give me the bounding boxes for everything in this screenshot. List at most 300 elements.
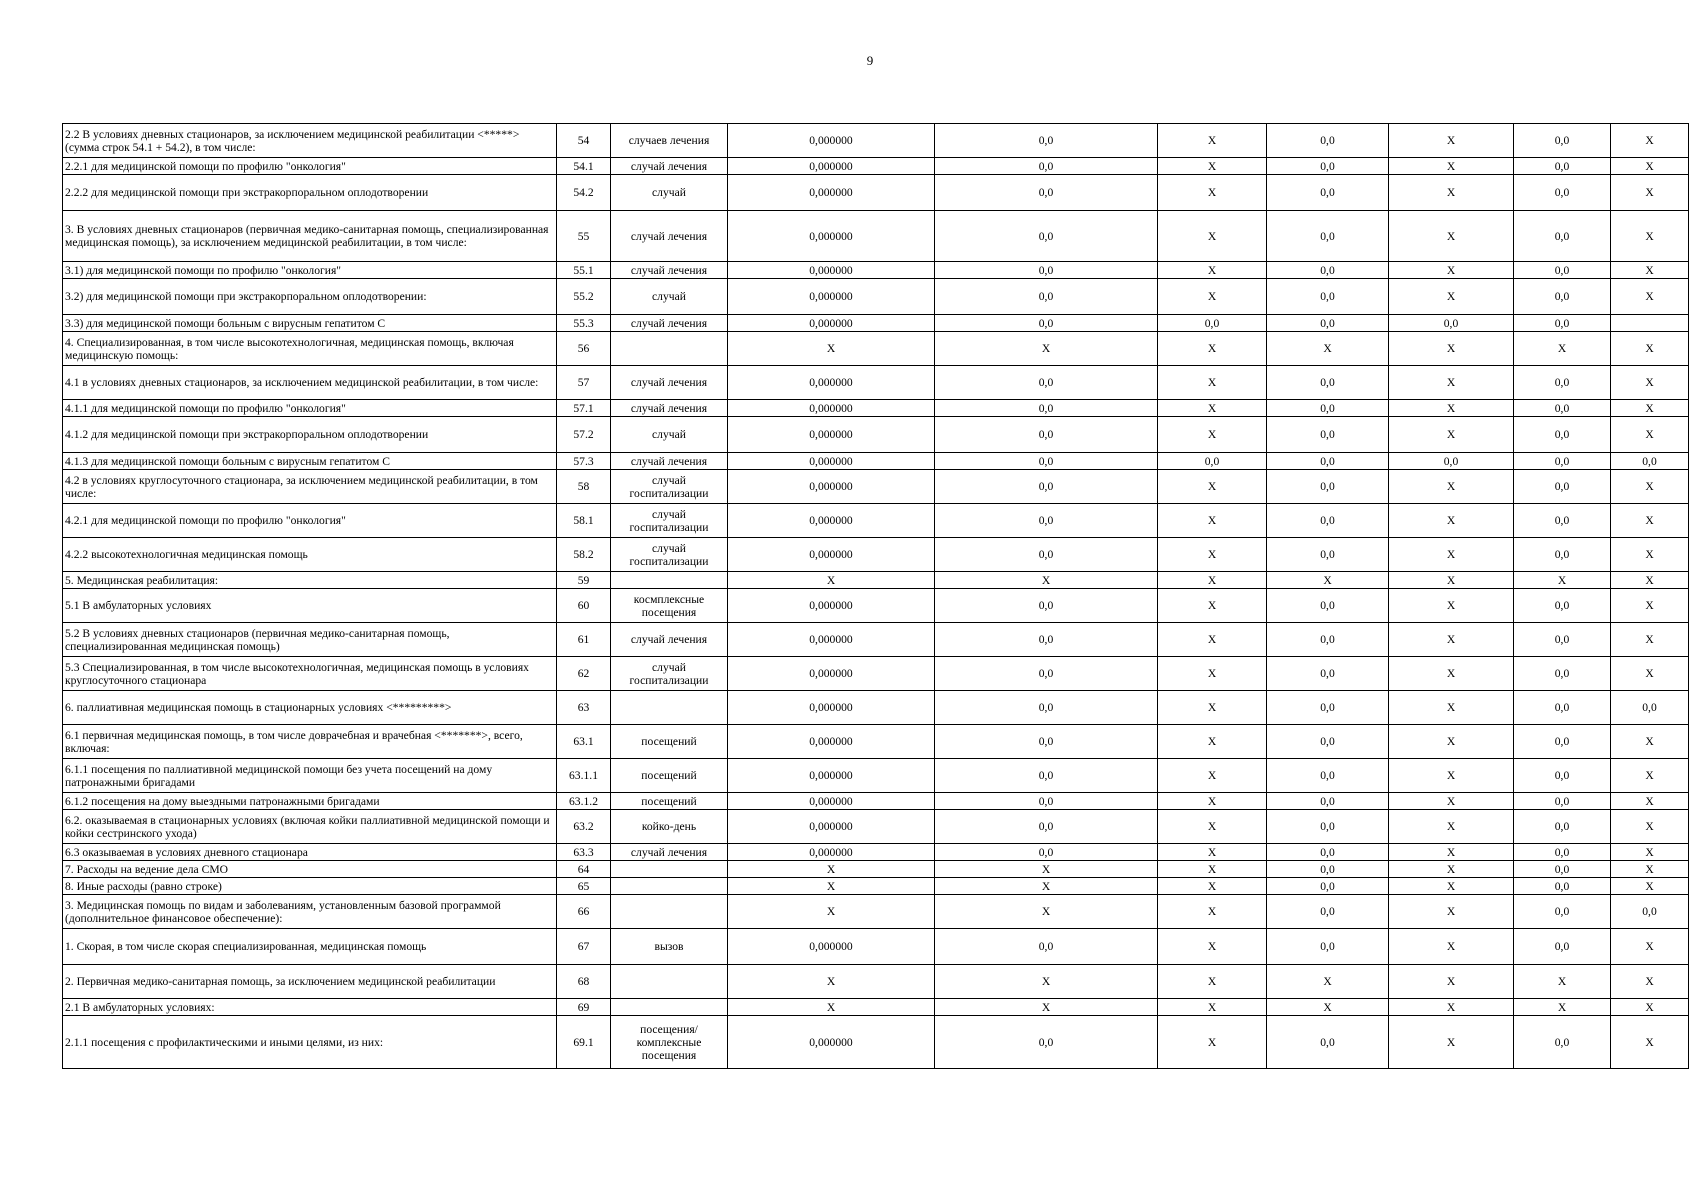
value-cell-3: X (1158, 691, 1267, 725)
value-cell-5: X (1389, 759, 1514, 793)
unit-cell (611, 878, 728, 895)
value-cell-1: 0,000000 (728, 315, 935, 332)
value-cell-3: X (1158, 124, 1267, 158)
value-cell-7: X (1611, 158, 1689, 175)
value-cell-5: 0,0 (1389, 453, 1514, 470)
value-cell-3: X (1158, 504, 1267, 538)
value-cell-5: X (1389, 572, 1514, 589)
value-cell-6: 0,0 (1514, 929, 1611, 965)
row-name-cell: 6.2. оказываемая в стационарных условиях (включая койки паллиативной медицинской помощи и койки сестринского ухода) (63, 810, 557, 844)
table-row (63, 315, 1689, 332)
row-code-cell: 54.2 (557, 175, 611, 211)
row-name-cell: 2.1.1 посещения с профилактическими и иными целями, из них: (63, 1016, 557, 1069)
row-code-cell: 63.1.2 (557, 793, 611, 810)
value-cell-1: 0,000000 (728, 400, 935, 417)
value-cell-5: X (1389, 279, 1514, 315)
value-cell-2: 0,0 (935, 623, 1158, 657)
table-row (63, 725, 1689, 759)
value-cell-2: 0,0 (935, 589, 1158, 623)
value-cell-4: 0,0 (1267, 589, 1389, 623)
row-code-cell: 57 (557, 366, 611, 400)
value-cell-4: 0,0 (1267, 400, 1389, 417)
value-cell-5: X (1389, 895, 1514, 929)
page-number: 9 (866, 53, 874, 68)
row-code-cell: 63.1.1 (557, 759, 611, 793)
value-cell-2: 0,0 (935, 175, 1158, 211)
value-cell-1: 0,000000 (728, 691, 935, 725)
value-cell-7: X (1611, 623, 1689, 657)
value-cell-5: X (1389, 929, 1514, 965)
value-cell-7: X (1611, 965, 1689, 999)
row-name-cell: 2.2.2 для медицинской помощи при экстракорпоральном оплодотворении (63, 175, 557, 211)
row-name-cell: 8. Иные расходы (равно строке) (63, 878, 557, 895)
value-cell-5: X (1389, 211, 1514, 262)
value-cell-7: X (1611, 589, 1689, 623)
value-cell-4: X (1267, 572, 1389, 589)
unit-cell: случай госпитализации (611, 538, 728, 572)
row-name-cell: 2.2.1 для медицинской помощи по профилю "онкология" (63, 158, 557, 175)
table-row (63, 158, 1689, 175)
unit-cell: случай лечения (611, 158, 728, 175)
table-row (63, 878, 1689, 895)
value-cell-3: X (1158, 929, 1267, 965)
value-cell-3: X (1158, 725, 1267, 759)
value-cell-2: X (935, 332, 1158, 366)
unit-cell (611, 895, 728, 929)
unit-cell: случай лечения (611, 400, 728, 417)
value-cell-3: X (1158, 589, 1267, 623)
row-name-cell: 4.1.3 для медицинской помощи больным с вирусным гепатитом С (63, 453, 557, 470)
value-cell-4: 0,0 (1267, 366, 1389, 400)
value-cell-2: 0,0 (935, 1016, 1158, 1069)
value-cell-2: 0,0 (935, 470, 1158, 504)
data-table-container (62, 123, 1689, 1069)
value-cell-7: X (1611, 793, 1689, 810)
value-cell-1: 0,000000 (728, 470, 935, 504)
value-cell-6: 0,0 (1514, 623, 1611, 657)
value-cell-5: X (1389, 623, 1514, 657)
unit-cell: случай (611, 279, 728, 315)
row-name-cell: 6.1.2 посещения на дому выездными патронажными бригадами (63, 793, 557, 810)
value-cell-6: 0,0 (1514, 315, 1611, 332)
value-cell-4: 0,0 (1267, 691, 1389, 725)
unit-cell: космплексные посещения (611, 589, 728, 623)
row-name-cell: 4. Специализированная, в том числе высокотехнологичная, медицинская помощь, включая медицинскую помощь: (63, 332, 557, 366)
row-code-cell: 55.3 (557, 315, 611, 332)
unit-cell: случай госпитализации (611, 504, 728, 538)
unit-cell: вызов (611, 929, 728, 965)
table-row (63, 965, 1689, 999)
value-cell-7: X (1611, 175, 1689, 211)
value-cell-1: 0,000000 (728, 211, 935, 262)
value-cell-5: X (1389, 999, 1514, 1016)
value-cell-1: X (728, 861, 935, 878)
value-cell-2: 0,0 (935, 504, 1158, 538)
value-cell-2: 0,0 (935, 400, 1158, 417)
row-code-cell: 58.2 (557, 538, 611, 572)
value-cell-6: 0,0 (1514, 895, 1611, 929)
value-cell-6: X (1514, 999, 1611, 1016)
value-cell-5: X (1389, 400, 1514, 417)
value-cell-6: 0,0 (1514, 810, 1611, 844)
table-row (63, 279, 1689, 315)
row-code-cell: 57.1 (557, 400, 611, 417)
unit-cell: случай лечения (611, 844, 728, 861)
value-cell-7: X (1611, 279, 1689, 315)
value-cell-3: X (1158, 572, 1267, 589)
table-row (63, 124, 1689, 158)
row-name-cell: 4.2.1 для медицинской помощи по профилю "онкология" (63, 504, 557, 538)
value-cell-7: X (1611, 124, 1689, 158)
row-name-cell: 5. Медицинская реабилитация: (63, 572, 557, 589)
row-code-cell: 67 (557, 929, 611, 965)
value-cell-1: X (728, 965, 935, 999)
row-code-cell: 65 (557, 878, 611, 895)
value-cell-6: 0,0 (1514, 759, 1611, 793)
row-code-cell: 60 (557, 589, 611, 623)
value-cell-3: X (1158, 400, 1267, 417)
value-cell-1: 0,000000 (728, 844, 935, 861)
row-name-cell: 4.1.1 для медицинской помощи по профилю "онкология" (63, 400, 557, 417)
row-code-cell: 63 (557, 691, 611, 725)
row-name-cell: 3.3) для медицинской помощи больным с вирусным гепатитом С (63, 315, 557, 332)
value-cell-7: X (1611, 657, 1689, 691)
value-cell-2: 0,0 (935, 691, 1158, 725)
value-cell-3: X (1158, 810, 1267, 844)
value-cell-4: 0,0 (1267, 538, 1389, 572)
table-row (63, 623, 1689, 657)
value-cell-1: 0,000000 (728, 623, 935, 657)
value-cell-4: 0,0 (1267, 279, 1389, 315)
row-code-cell: 61 (557, 623, 611, 657)
unit-cell: случай лечения (611, 623, 728, 657)
value-cell-1: 0,000000 (728, 453, 935, 470)
value-cell-4: 0,0 (1267, 844, 1389, 861)
row-name-cell: 2.1 В амбулаторных условиях: (63, 999, 557, 1016)
value-cell-2: X (935, 999, 1158, 1016)
row-code-cell: 55.1 (557, 262, 611, 279)
unit-cell: случай лечения (611, 211, 728, 262)
value-cell-7: X (1611, 366, 1689, 400)
value-cell-4: 0,0 (1267, 725, 1389, 759)
value-cell-4: 0,0 (1267, 810, 1389, 844)
row-name-cell: 5.2 В условиях дневных стационаров (первичная медико-санитарная помощь, специализированная медицинская помощь) (63, 623, 557, 657)
table-row (63, 366, 1689, 400)
row-name-cell: 4.1.2 для медицинской помощи при экстракорпоральном оплодотворении (63, 417, 557, 453)
value-cell-4: X (1267, 999, 1389, 1016)
value-cell-6: 0,0 (1514, 279, 1611, 315)
table-row (63, 453, 1689, 470)
row-code-cell: 55.2 (557, 279, 611, 315)
value-cell-3: X (1158, 262, 1267, 279)
value-cell-6: 0,0 (1514, 175, 1611, 211)
value-cell-2: 0,0 (935, 262, 1158, 279)
table-row (63, 175, 1689, 211)
value-cell-5: X (1389, 691, 1514, 725)
value-cell-2: 0,0 (935, 366, 1158, 400)
value-cell-3: X (1158, 1016, 1267, 1069)
value-cell-2: 0,0 (935, 810, 1158, 844)
value-cell-1: 0,000000 (728, 504, 935, 538)
data-table (62, 123, 1689, 1069)
value-cell-6: X (1514, 572, 1611, 589)
value-cell-2: 0,0 (935, 124, 1158, 158)
unit-cell (611, 572, 728, 589)
row-name-cell: 1. Скорая, в том числе скорая специализированная, медицинская помощь (63, 929, 557, 965)
table-row (63, 211, 1689, 262)
value-cell-7: X (1611, 810, 1689, 844)
value-cell-4: X (1267, 332, 1389, 366)
value-cell-3: X (1158, 861, 1267, 878)
row-code-cell: 63.1 (557, 725, 611, 759)
row-code-cell: 68 (557, 965, 611, 999)
unit-cell (611, 965, 728, 999)
value-cell-2: X (935, 965, 1158, 999)
value-cell-1: 0,000000 (728, 417, 935, 453)
value-cell-1: 0,000000 (728, 124, 935, 158)
value-cell-7: X (1611, 1016, 1689, 1069)
value-cell-5: X (1389, 844, 1514, 861)
unit-cell: случай лечения (611, 262, 728, 279)
row-code-cell: 58.1 (557, 504, 611, 538)
row-code-cell: 64 (557, 861, 611, 878)
row-code-cell: 54 (557, 124, 611, 158)
row-name-cell: 5.3 Специализированная, в том числе высокотехнологичная, медицинская помощь в условиях круглосуточного стационара (63, 657, 557, 691)
row-code-cell: 57.2 (557, 417, 611, 453)
value-cell-1: X (728, 572, 935, 589)
value-cell-4: 0,0 (1267, 657, 1389, 691)
value-cell-4: 0,0 (1267, 861, 1389, 878)
table-row (63, 861, 1689, 878)
value-cell-3: X (1158, 844, 1267, 861)
value-cell-6: 0,0 (1514, 262, 1611, 279)
value-cell-3: X (1158, 878, 1267, 895)
value-cell-4: 0,0 (1267, 124, 1389, 158)
value-cell-7: X (1611, 725, 1689, 759)
row-name-cell: 3. В условиях дневных стационаров (первичная медико-санитарная помощь, специализированная медицинская помощь), за исключением медицинской реабилитации, в том числе: (63, 211, 557, 262)
value-cell-6: 0,0 (1514, 878, 1611, 895)
value-cell-2: X (935, 895, 1158, 929)
value-cell-2: 0,0 (935, 759, 1158, 793)
value-cell-7: X (1611, 572, 1689, 589)
value-cell-6: 0,0 (1514, 1016, 1611, 1069)
value-cell-5: X (1389, 175, 1514, 211)
value-cell-7: X (1611, 999, 1689, 1016)
table-row (63, 262, 1689, 279)
value-cell-7: X (1611, 332, 1689, 366)
value-cell-5: X (1389, 470, 1514, 504)
unit-cell (611, 861, 728, 878)
value-cell-7: 0,0 (1611, 691, 1689, 725)
value-cell-2: 0,0 (935, 211, 1158, 262)
value-cell-1: X (728, 895, 935, 929)
value-cell-6: 0,0 (1514, 158, 1611, 175)
value-cell-6: 0,0 (1514, 400, 1611, 417)
value-cell-4: 0,0 (1267, 315, 1389, 332)
value-cell-3: X (1158, 793, 1267, 810)
row-code-cell: 56 (557, 332, 611, 366)
value-cell-2: 0,0 (935, 453, 1158, 470)
value-cell-7: X (1611, 759, 1689, 793)
value-cell-4: 0,0 (1267, 759, 1389, 793)
value-cell-5: X (1389, 417, 1514, 453)
value-cell-1: 0,000000 (728, 929, 935, 965)
value-cell-5: X (1389, 262, 1514, 279)
unit-cell: посещений (611, 725, 728, 759)
unit-cell: случай (611, 175, 728, 211)
value-cell-4: 0,0 (1267, 878, 1389, 895)
value-cell-4: 0,0 (1267, 504, 1389, 538)
value-cell-7: 0,0 (1611, 895, 1689, 929)
value-cell-6: 0,0 (1514, 417, 1611, 453)
row-name-cell: 2.2 В условиях дневных стационаров, за исключением медицинской реабилитации <*****> (сумма строк 54.1 + 54.2), в том числе: (63, 124, 557, 158)
value-cell-1: X (728, 332, 935, 366)
value-cell-3: X (1158, 175, 1267, 211)
unit-cell: случай лечения (611, 315, 728, 332)
value-cell-1: 0,000000 (728, 158, 935, 175)
unit-cell: посещения/комплексные посещения (611, 1016, 728, 1069)
value-cell-2: 0,0 (935, 538, 1158, 572)
table-row (63, 929, 1689, 965)
value-cell-5: X (1389, 657, 1514, 691)
value-cell-6: 0,0 (1514, 657, 1611, 691)
value-cell-6: 0,0 (1514, 470, 1611, 504)
row-name-cell: 2. Первичная медико-санитарная помощь, за исключением медицинской реабилитации (63, 965, 557, 999)
unit-cell (611, 332, 728, 366)
value-cell-5: 0,0 (1389, 315, 1514, 332)
unit-cell (611, 999, 728, 1016)
row-name-cell: 5.1 В амбулаторных условиях (63, 589, 557, 623)
unit-cell: случай лечения (611, 453, 728, 470)
unit-cell: случай лечения (611, 366, 728, 400)
value-cell-5: X (1389, 366, 1514, 400)
value-cell-3: X (1158, 211, 1267, 262)
value-cell-6: 0,0 (1514, 366, 1611, 400)
value-cell-4: 0,0 (1267, 929, 1389, 965)
value-cell-5: X (1389, 793, 1514, 810)
value-cell-7: X (1611, 400, 1689, 417)
value-cell-5: X (1389, 965, 1514, 999)
value-cell-7: X (1611, 861, 1689, 878)
unit-cell: случай госпитализации (611, 657, 728, 691)
value-cell-3: 0,0 (1158, 453, 1267, 470)
unit-cell: случай госпитализации (611, 470, 728, 504)
value-cell-1: 0,000000 (728, 175, 935, 211)
value-cell-5: X (1389, 589, 1514, 623)
value-cell-4: 0,0 (1267, 158, 1389, 175)
row-name-cell: 6.1 первичная медицинская помощь, в том числе доврачебная и врачебная <*******>, всего, включая: (63, 725, 557, 759)
table-row (63, 657, 1689, 691)
table-row (63, 844, 1689, 861)
value-cell-3: X (1158, 623, 1267, 657)
value-cell-4: 0,0 (1267, 262, 1389, 279)
value-cell-7: X (1611, 504, 1689, 538)
table-row (63, 895, 1689, 929)
value-cell-4: 0,0 (1267, 175, 1389, 211)
value-cell-4: 0,0 (1267, 470, 1389, 504)
value-cell-2: X (935, 572, 1158, 589)
value-cell-1: 0,000000 (728, 725, 935, 759)
table-row (63, 691, 1689, 725)
table-row (63, 572, 1689, 589)
value-cell-6: 0,0 (1514, 453, 1611, 470)
value-cell-3: X (1158, 538, 1267, 572)
value-cell-2: 0,0 (935, 657, 1158, 691)
table-row (63, 470, 1689, 504)
value-cell-1: 0,000000 (728, 793, 935, 810)
row-name-cell: 4.1 в условиях дневных стационаров, за исключением медицинской реабилитации, в том числе: (63, 366, 557, 400)
value-cell-1: 0,000000 (728, 810, 935, 844)
value-cell-7: X (1611, 844, 1689, 861)
value-cell-1: 0,000000 (728, 366, 935, 400)
value-cell-3: 0,0 (1158, 315, 1267, 332)
value-cell-3: X (1158, 470, 1267, 504)
value-cell-5: X (1389, 124, 1514, 158)
value-cell-6: X (1514, 332, 1611, 366)
value-cell-3: X (1158, 158, 1267, 175)
value-cell-7: X (1611, 878, 1689, 895)
row-name-cell: 7. Расходы на ведение дела СМО (63, 861, 557, 878)
value-cell-6: 0,0 (1514, 861, 1611, 878)
value-cell-7: X (1611, 417, 1689, 453)
value-cell-6: 0,0 (1514, 691, 1611, 725)
value-cell-7: X (1611, 470, 1689, 504)
value-cell-7 (1611, 315, 1689, 332)
value-cell-4: 0,0 (1267, 417, 1389, 453)
table-row (63, 332, 1689, 366)
table-row (63, 400, 1689, 417)
value-cell-7: X (1611, 538, 1689, 572)
value-cell-1: X (728, 999, 935, 1016)
value-cell-6: 0,0 (1514, 725, 1611, 759)
value-cell-3: X (1158, 895, 1267, 929)
table-row (63, 810, 1689, 844)
value-cell-2: 0,0 (935, 844, 1158, 861)
row-code-cell: 63.3 (557, 844, 611, 861)
table-body (63, 124, 1689, 1069)
unit-cell: посещений (611, 793, 728, 810)
value-cell-3: X (1158, 366, 1267, 400)
table-row (63, 793, 1689, 810)
row-name-cell: 6. паллиативная медицинская помощь в стационарных условиях <*********> (63, 691, 557, 725)
value-cell-3: X (1158, 965, 1267, 999)
value-cell-5: X (1389, 861, 1514, 878)
row-name-cell: 6.1.1 посещения по паллиативной медицинской помощи без учета посещений на дому патронажными бригадами (63, 759, 557, 793)
value-cell-3: X (1158, 657, 1267, 691)
value-cell-2: 0,0 (935, 279, 1158, 315)
value-cell-1: 0,000000 (728, 657, 935, 691)
value-cell-4: 0,0 (1267, 211, 1389, 262)
value-cell-6: 0,0 (1514, 793, 1611, 810)
row-code-cell: 63.2 (557, 810, 611, 844)
value-cell-2: X (935, 861, 1158, 878)
unit-cell: случай (611, 417, 728, 453)
row-code-cell: 54.1 (557, 158, 611, 175)
table-row (63, 417, 1689, 453)
value-cell-5: X (1389, 538, 1514, 572)
value-cell-6: 0,0 (1514, 504, 1611, 538)
row-code-cell: 66 (557, 895, 611, 929)
value-cell-2: 0,0 (935, 725, 1158, 759)
value-cell-7: X (1611, 211, 1689, 262)
value-cell-6: 0,0 (1514, 124, 1611, 158)
value-cell-3: X (1158, 332, 1267, 366)
value-cell-1: 0,000000 (728, 759, 935, 793)
unit-cell: посещений (611, 759, 728, 793)
value-cell-5: X (1389, 725, 1514, 759)
row-name-cell: 3.2) для медицинской помощи при экстракорпоральном оплодотворении: (63, 279, 557, 315)
value-cell-3: X (1158, 279, 1267, 315)
